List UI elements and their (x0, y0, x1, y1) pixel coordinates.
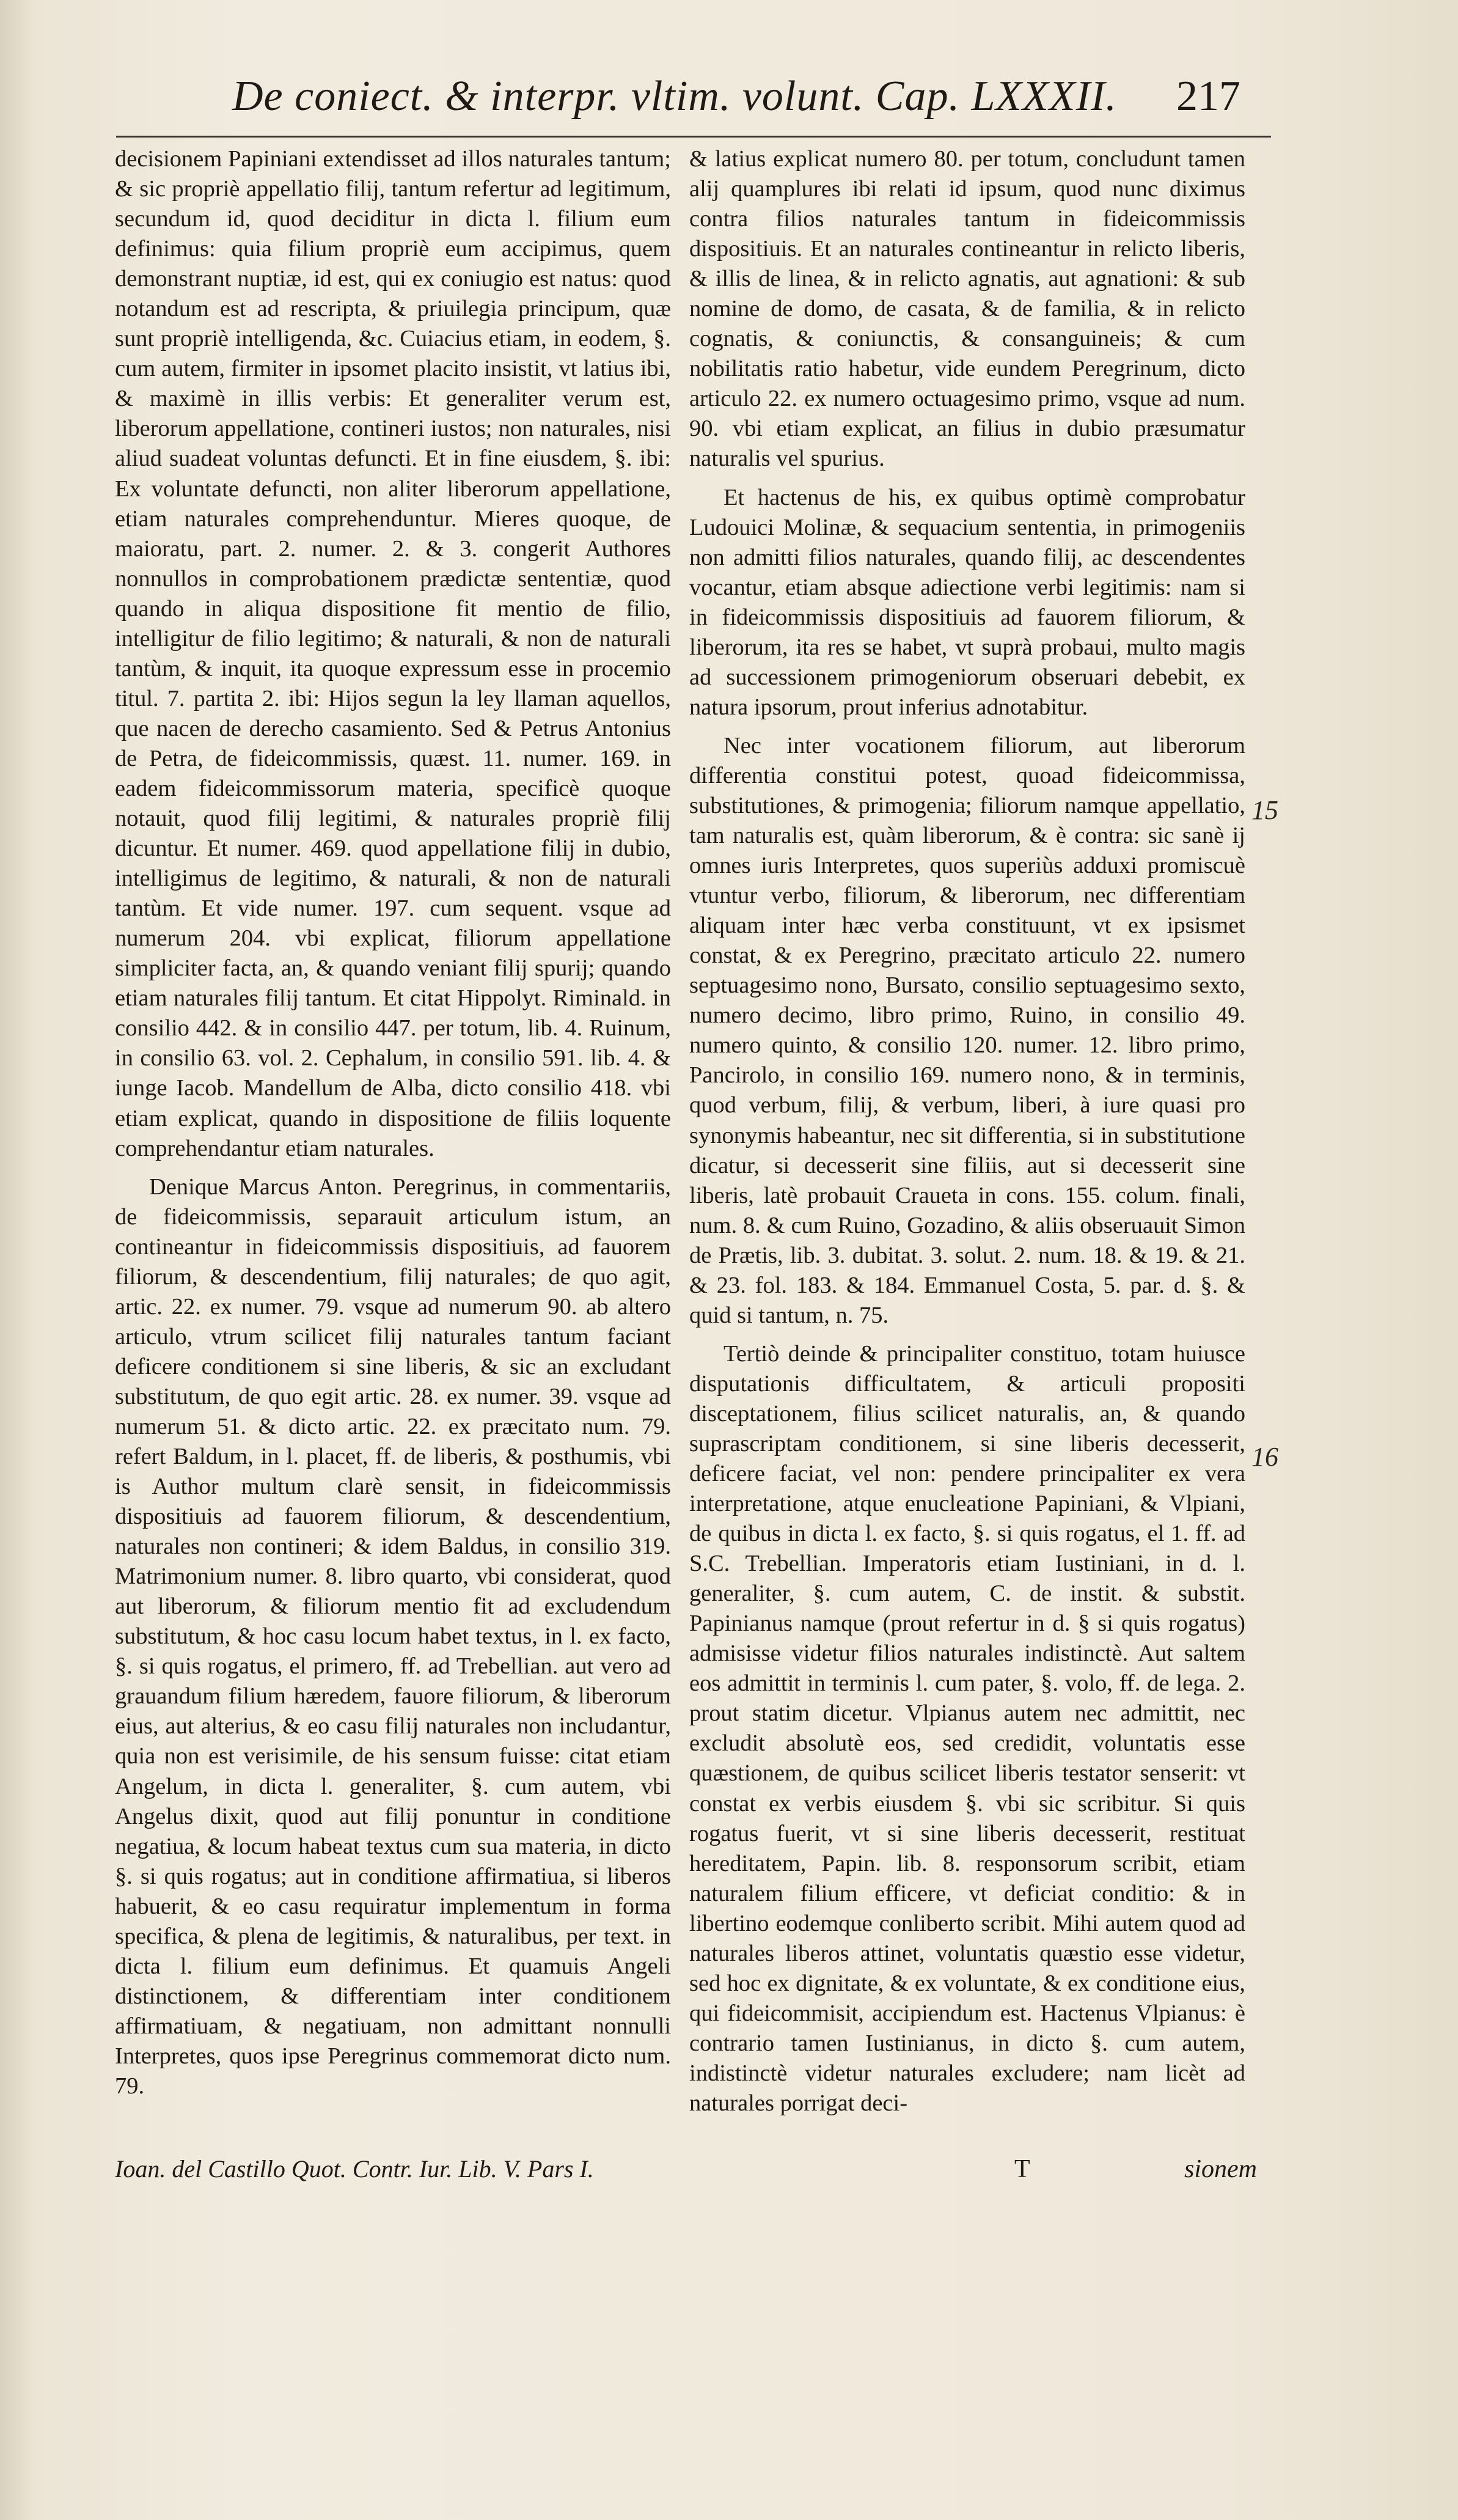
footer-author-note: Ioan. del Castillo Quot. Contr. Iur. Lib. V. Pars I. (115, 2155, 594, 2183)
left-column (115, 144, 671, 2101)
marginal-number-15: 15 (1251, 795, 1278, 825)
signature-mark: T (1014, 2155, 1030, 2183)
running-title: De coniect. & interpr. vltim. volunt. Cap. LXXXII. (232, 73, 1117, 120)
page-number: 217 (1176, 73, 1240, 120)
left-paragraph-2: Denique Marcus Anton. Peregrinus, in commentariis, de fideicommissis, separauit articulum istum, an contineantur in fideicommissis dispositiuis, ad fauorem filiorum, & descendentium, filij naturales; de quo agit, artic. 22. ex numer. 79. vsque ad numerum 90. ab altero articulo, vtrum scilicet filij naturales tantum faciant deficere conditionem si sine liberis, & sic an excludant substitutum, de quo egit artic. 28. ex numer. 39. vsque ad numerum 51. & dicto artic. 22. ex præcitato num. 79. refert Baldum, in l. placet, ff. de liberis, & posthumis, vbi is Author multum clarè sensit, in fideicommissis dispositiuis ad fauorem filiorum, & descendentium, naturales non contineri; & idem Baldus, in consilio 319. Matrimonium numer. 8. libro quarto, vbi considerat, quod aut liberorum, & filiorum mentio fit ad excludendum substitutum, & hoc casu locum habet textus, in l. ex facto, §. si quis rogatus, el primero, ff. ad Trebellian. aut vero ad grauandum filium hæredem, fauore filiorum, & liberorum eius, aut alterius, & eo casu filij naturales non includantur, quia non est verisimile, de his sensum fuisse: citat etiam Angelum, in dicta l. generaliter, §. cum autem, vbi Angelus dixit, quod aut filij ponuntur in conditione negatiua, & locum habeat textus cum sua materia, in dicto §. si quis rogatus; aut in conditione affirmatiua, si liberos habuerit, & eo casu requiratur implementum in forma specifica, & plena de legitimis, & naturalibus, per text. in dicta l. filium eum definimus. Et quamuis Angeli distinctionem, & differentiam inter conditionem affirmatiuam, & negatiuam, non admittant nonnulli Interpretes, quos ipse Peregrinus commemorat dicto num. 79. (115, 1174, 671, 2099)
marginal-number-16: 16 (1251, 1442, 1278, 1472)
right-column (689, 144, 1245, 2118)
header-rule (116, 136, 1271, 138)
right-paragraph-2: Et hactenus de his, ex quibus optimè comprobatur Ludouici Molinæ, & sequacium sententia, in primogeniis non admitti filios naturales, quando filij, ac descendentes vocantur, etiam absque adiectione verbi legitimis: nam si in fideicommissis dispositiuis ad fauorem filiorum, & liberorum, ita res se habet, vt suprà probaui, multo magis ad successionem primogeniorum obseruari debebit, ex natura ipsorum, prout inferius adnotabitur. (689, 484, 1245, 720)
page-header (232, 72, 1240, 145)
right-paragraph-3: Nec inter vocationem filiorum, aut liberorum differentia constitui potest, quoad fideicommissa, substitutiones, & primogenia; filiorum namque appellatio, tam naturalis est, quàm liberorum, & è contra: sic sanè ij omnes iuris Interpretes, quos superiùs adduxi promiscuè vtuntur verbo, filiorum, & liberorum, nec differentiam aliquam inter hæc verba constituunt, vt ex ipsismet constat, & ex Peregrino, præcitato articulo 22. numero septuagesimo nono, Bursato, consilio septuagesimo sexto, numero decimo, libro primo, Ruino, in consilio 49. numero quinto, & consilio 120. numer. 12. libro primo, Pancirolo, in consilio 169. numero nono, & in terminis, quod verbum, filij, & verbum, liberi, à iure quasi pro synonymis habeantur, nec sit differentia, si in substitutione dicatur, si decesserit sine filiis, aut si decesserit sine liberis, latè probauit Craueta in cons. 155. colum. finali, num. 8. & cum Ruino, Gozadino, & aliis obseruauit Simon de Prætis, lib. 3. dubitat. 3. solut. 2. num. 18. & 19. & 21. & 23. fol. 183. & 184. Emmanuel Costa, 5. par. d. §. & quid si tantum, n. 75. (689, 732, 1245, 1328)
right-paragraph-4: Tertiò deinde & principaliter constituo, totam huiusce disputationis difficultatem, & articuli propositi disceptationem, filius scilicet naturalis, an, & quando suprascriptam conditionem, si sine liberis decesserit, deficere faciat, vel non: pendere principaliter ex vera interpretatione, atque enucleatione Papiniani, & Vlpiani, de quibus in dicta l. ex facto, §. si quis rogatus, el 1. ff. ad S.C. Trebellian. Imperatoris etiam Iustiniani, in d. l. generaliter, §. cum autem, C. de instit. & substit. Papinianus namque (prout refertur in d. § si quis rogatus) admisisse videtur filios naturales indistinctè. Aut saltem eos admittit in terminis l. cum pater, §. volo, ff. de lega. 2. prout statim dicetur. Vlpianus autem nec admittit, nec excludit absolutè eos, sed credidit, voluntatis esse quæstionem, de quibus scilicet liberis testator senserit: vt constat ex verbis eiusdem §. vbi sic scribitur. Si quis rogatus fuerit, vt si sine liberis decesserit, restituat hereditatem, Papin. lib. 8. responsorum scribit, etiam naturalem filium efficere, vt deficiat conditio: & in libertino eodemque conliberto scribit. Mihi autem quod ad naturales liberos attinet, voluntatis quæstio esse videtur, sed hoc ex dignitate, & ex voluntate, & ex conditione eius, qui fideicommisit, accipiendum est. Hactenus Vlpianus: è contrario tamen Iustinianus, in dicto §. cum autem, indistinctè videtur naturales excludere; nam licèt ad naturales porrigat deci- (689, 1340, 1245, 2116)
catchword: sionem (1184, 2155, 1257, 2183)
left-paragraph-1: decisionem Papiniani extendisset ad illos naturales tantum; & sic propriè appellatio filij, tantum refertur ad legitimum, secundum id, quod deciditur in dicta l. filium eum definimus: quia filium propriè eum accipimus, quem demonstrant nuptiæ, id est, qui ex coniugio est natus: quod notandum est ad rescripta, & priuilegia principum, quæ sunt propriè intelligenda, &c. Cuiacius etiam, in eodem, §. cum autem, firmiter in ipsomet placito insistit, vt latius ibi, & maximè in illis verbis: Et generaliter verum est, liberorum appellatione, contineri iustos; non naturales, nisi aliud suadeat voluntas defuncti. Et in fine eiusdem, §. ibi: Ex voluntate defuncti, non aliter liberorum appellatione, etiam naturales comprehenduntur. Mieres quoque, de maioratu, part. 2. numer. 2. & 3. congerit Authores nonnullos in comprobationem prædictæ sententiæ, quod quando in aliqua dispositione fit mentio de filio, intelligitur de filio legitimo; & naturali, & non de naturali tantùm, & inquit, ita quoque expressum esse in procemio titul. 7. partita 2. ibi: Hijos segun la ley llaman aquellos, que nacen de derecho casamiento. Sed & Petrus Antonius de Petra, de fideicommissis, quæst. 11. numer. 169. in eadem fideicommissorum materia, specificè quoque notauit, quod filij legitimi, & naturales propriè filij dicuntur. Et numer. 469. quod appellatione filij in dubio, intelligimus de legitimo, & naturali, & non de naturali tantùm. Et vide numer. 197. cum sequent. vsque ad numerum 204. vbi explicat, filiorum appellatione simpliciter facta, an, & quando veniant filij spurij; quando etiam naturales filij tantum. Et citat Hippolyt. Riminald. in consilio 442. & in consilio 447. per totum, lib. 4. Ruinum, in consilio 63. vol. 2. Cephalum, in consilio 591. lib. 4. & iunge Iacob. Mandellum de Alba, dicto consilio 418. vbi etiam explicat, quando in dispositione de filiis loquente comprehendantur etiam naturales. (115, 146, 671, 1161)
right-paragraph-1: & latius explicat numero 80. per totum, concludunt tamen alij quamplures ibi relati id ipsum, quod nunc diximus contra filios naturales tantum in fideicommissis dispositiuis. Et an naturales contineantur in relicto liberis, & illis de linea, & in relicto agnatis, aut agnationi: & sub nomine de domo, de casata, & de familia, & in relicto cognatis, & coniunctis, & consanguineis; & cum nobilitatis ratio habetur, vide eundem Peregrinum, dicto articulo 22. ex numero octuagesimo primo, vsque ad num. 90. vbi etiam explicat, an filius in dubio præsumatur naturalis vel spurius. (689, 146, 1245, 472)
